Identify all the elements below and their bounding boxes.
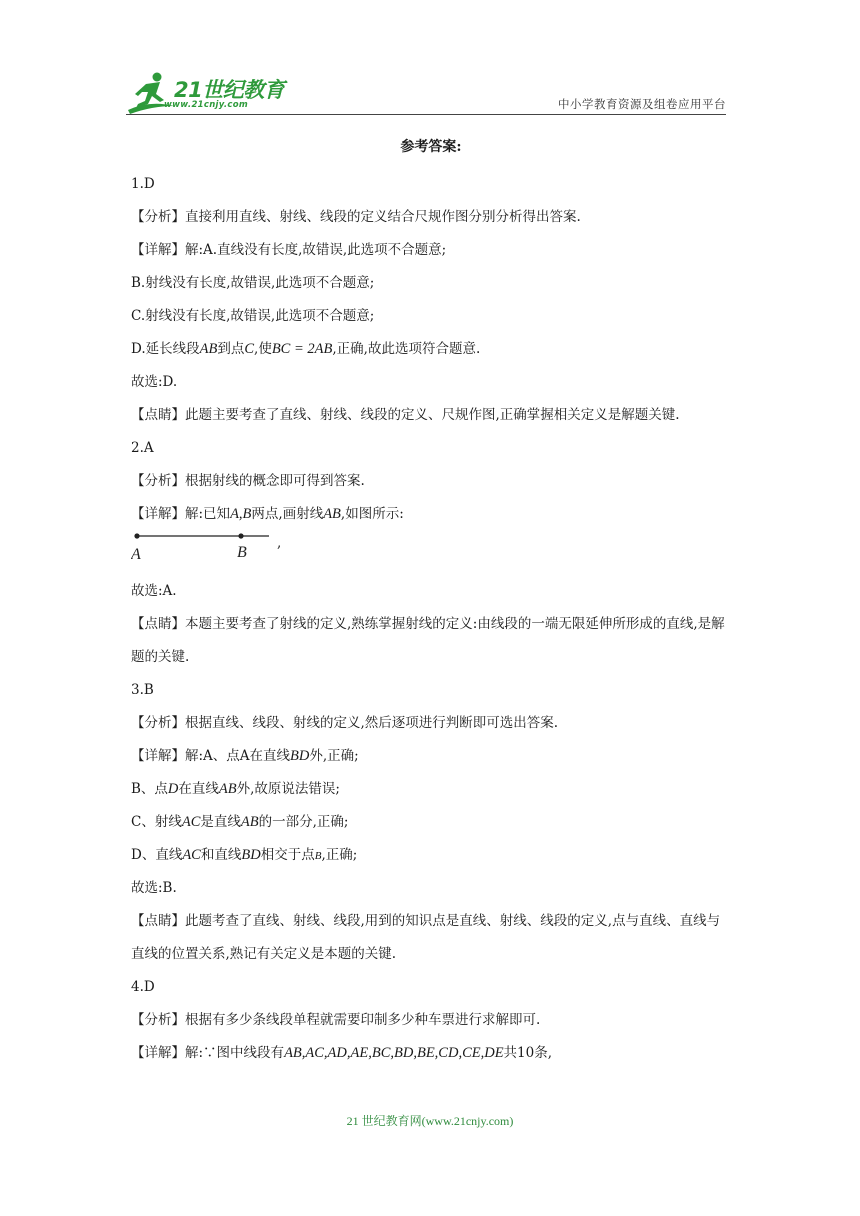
text: 外,正确; <box>309 748 359 764</box>
header-divider <box>126 114 726 115</box>
q1-option-c: C.射线没有长度,故错误,此选项不合题意; <box>131 308 375 324</box>
point-a <box>134 533 139 538</box>
point-b <box>238 533 243 538</box>
math-bd: BD <box>290 748 310 764</box>
text: 和直线 <box>200 847 242 863</box>
label-a: A <box>131 546 141 563</box>
ray-ab-diagram <box>131 531 281 571</box>
text: 两点,画射线 <box>251 506 324 522</box>
text: 的一部分,正确; <box>258 814 349 830</box>
q3-option-c <box>131 806 731 839</box>
math-ab: AB <box>240 814 259 830</box>
q1-comment: 【点睛】此题主要考查了直线、射线、线段的定义、尺规作图,正确掌握相关定义是解题关键. <box>131 407 680 423</box>
q3-option-a <box>131 740 731 773</box>
q1-detail: 【详解】解:A.直线没有长度,故错误,此选项不合题意; <box>131 242 447 258</box>
q4-detail <box>131 1037 731 1070</box>
q4-heading: 4.D <box>131 979 155 995</box>
q3-analysis: 【分析】根据直线、线段、射线的定义,然后逐项进行判断即可选出答案. <box>131 715 559 731</box>
q2-detail <box>131 498 731 531</box>
q2-heading: 2.A <box>131 440 154 456</box>
label-b: B <box>237 544 247 561</box>
text: 相交于点 <box>260 847 315 863</box>
math-ac: AC <box>182 847 201 863</box>
q3-heading: 3.B <box>131 682 154 698</box>
math-b: B <box>314 850 322 862</box>
text: 【详解】解:已知 <box>131 506 231 522</box>
text: 共 <box>503 1045 518 1061</box>
q4-analysis: 【分析】根据有多少条线段单程就需要印制多少种车票进行求解即可. <box>131 1012 541 1028</box>
ray-figure <box>131 531 731 575</box>
text: ,使 <box>254 341 272 357</box>
text: 外,故原说法错误; <box>236 781 340 797</box>
q1-analysis: 【分析】直接利用直线、射线、线段的定义结合尺规作图分别分析得出答案. <box>131 209 581 225</box>
logo-url: www.21cnjy.com <box>164 100 248 110</box>
q3-comment: 【点睛】此题考查了直线、射线、线段,用到的知识点是直线、射线、线段的定义,点与直线、直线与直线的位置关系,熟记有关定义是本题的关键. <box>131 913 721 962</box>
page-title: 参考答案: <box>400 139 462 155</box>
math-ab: AB <box>218 781 237 797</box>
text: 到点 <box>217 341 245 357</box>
text: 是直线 <box>200 814 241 830</box>
math-bd: BD <box>241 847 261 863</box>
q1-option-d <box>131 333 731 366</box>
math-c: C <box>244 341 255 357</box>
number: 10 <box>517 1045 535 1061</box>
text: B、点 <box>131 781 168 797</box>
figure-comma: , <box>277 535 282 551</box>
math-ac: AC <box>181 814 201 830</box>
logo-text: 21世纪教育 <box>174 78 285 102</box>
page-footer: 21 世纪教育网(www.21cnjy.com) <box>346 1114 514 1128</box>
text: D.延长线段 <box>131 341 200 357</box>
math-d: D <box>167 781 179 797</box>
q2-comment: 【点睛】本题主要考查了射线的定义,熟练掌握射线的定义:由线段的一端无限延伸所形成的直线,是解题的关键. <box>131 616 725 665</box>
q2-analysis: 【分析】根据射线的概念即可得到答案. <box>131 473 365 489</box>
text: D、直线 <box>131 847 183 863</box>
math-ab: A,B <box>230 506 252 522</box>
q3-option-d <box>131 839 731 872</box>
q2-choose: 故选:A. <box>131 583 177 599</box>
q3-choose: 故选:B. <box>131 880 177 896</box>
math-segments: AB,AC,AD,AE,BC,BD,BE,CD,CE,DE <box>284 1045 504 1061</box>
text: ,正确; <box>321 847 358 863</box>
math-ab: AB <box>199 341 218 357</box>
q3-option-b <box>131 773 731 806</box>
math-ab: AB <box>323 506 341 522</box>
text: ,如图所示: <box>340 506 404 522</box>
text: 【详解】解:∵图中线段有 <box>131 1045 285 1061</box>
text: ,正确,故此选项符合题意. <box>332 341 481 357</box>
q1-choose: 故选:D. <box>131 374 178 390</box>
answer-content <box>131 136 731 1070</box>
q1-option-b: B.射线没有长度,故错误,此选项不合题意; <box>131 275 375 291</box>
header-tagline: 中小学教育资源及组卷应用平台 <box>558 97 726 111</box>
text: 在直线 <box>178 781 219 797</box>
text: 条, <box>534 1045 553 1061</box>
q1-heading: 1.D <box>131 176 155 192</box>
math-eq: BC = 2AB <box>271 341 333 357</box>
site-logo <box>126 68 296 114</box>
text: 【详解】解:A、点A在直线 <box>131 748 291 764</box>
text: C、射线 <box>131 814 182 830</box>
page-header <box>126 68 726 118</box>
